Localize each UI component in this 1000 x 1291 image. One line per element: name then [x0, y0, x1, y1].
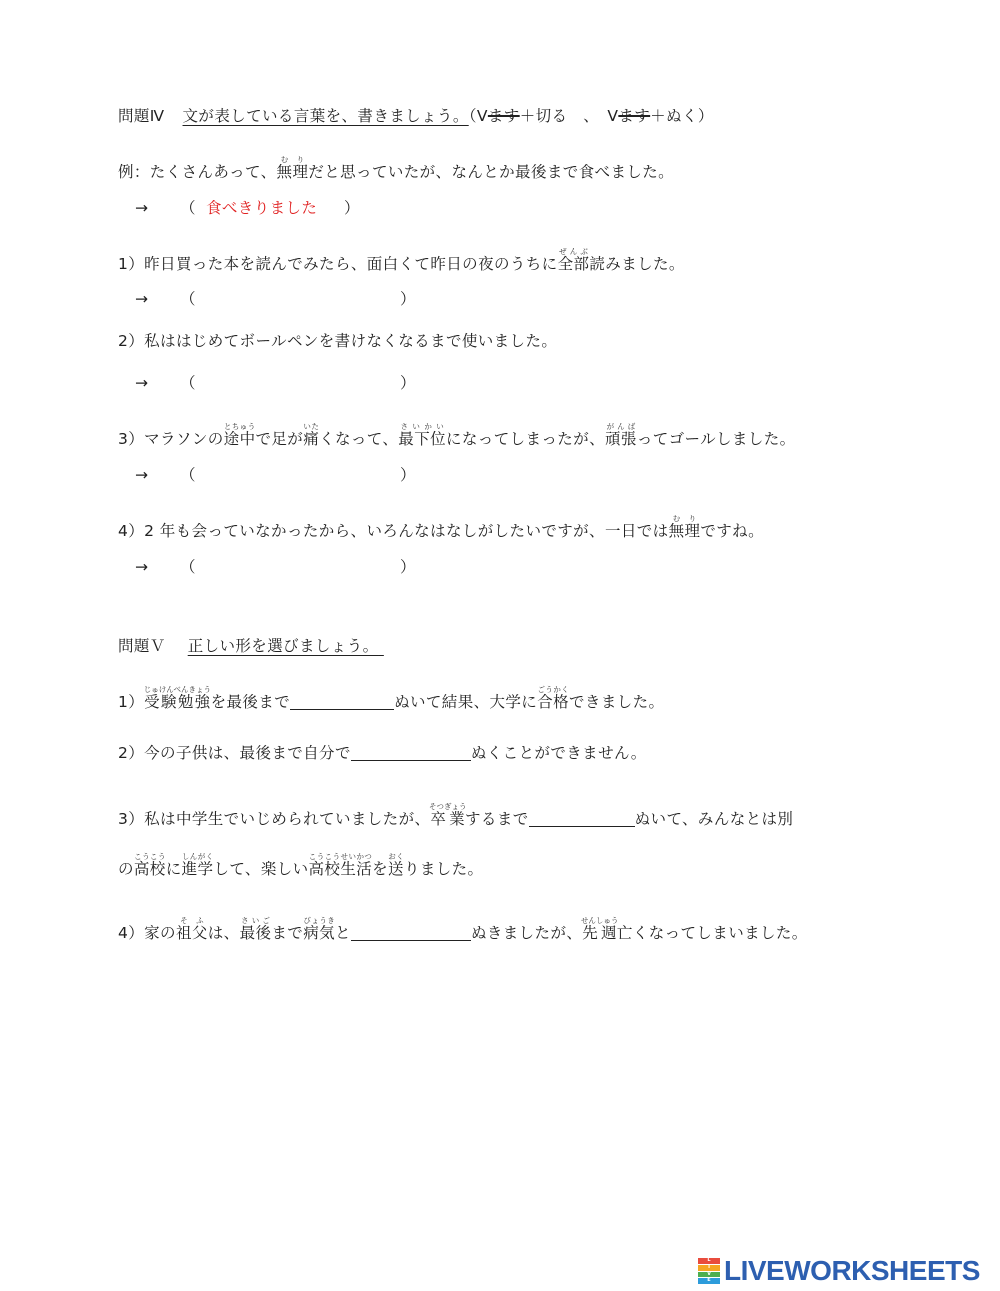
ruby-word: 祖父そふ: [175, 916, 208, 942]
s5-question-4: 4）家の祖父そふは、最後さいごまで病気びょうきと ぬきましたが、先週せんしゅう亡くなってしまいました。: [118, 916, 808, 942]
paren-close: ）: [400, 290, 416, 308]
ruby-word: 無理むり: [276, 155, 309, 181]
ruby-word: 頑張がんば: [605, 422, 637, 448]
paren-close: ）: [400, 558, 416, 576]
ruby-word: 全部ぜんぶ: [557, 247, 590, 273]
paren-close: ）: [344, 199, 360, 217]
blank-input[interactable]: [529, 811, 635, 827]
arrow-icon: →: [135, 290, 148, 308]
ruby-word: 先週せんしゅう: [580, 916, 619, 942]
s4-question-3: 3）マラソンの途中とちゅうで足が痛いたくなって、最下位さいかいになってしまったが、頑張がんばってゴールしました。: [118, 422, 796, 448]
paren-open: （: [180, 466, 196, 484]
ruby-word: 合格ごうかく: [537, 685, 570, 711]
example-sentence: 例：たくさんあって、無理むりだと思っていたが、なんとか最後まで食べました。: [118, 155, 675, 181]
blank-input[interactable]: [290, 694, 394, 710]
ruby-word: 卒業そつぎょう: [428, 802, 467, 828]
arrow-icon: →: [135, 558, 148, 576]
paren-open: （: [180, 290, 196, 308]
ruby-word: 高校こうこう: [133, 852, 166, 878]
answer-input-4[interactable]: [196, 556, 396, 578]
pattern-mid: ＋切る 、 V: [519, 107, 619, 125]
section5-number: 問題Ｖ: [118, 637, 166, 655]
s5-question-3-line1: 3）私は中学生でいじめられていましたが、卒業そつぎょうするまで ぬいて、みんなとは別: [118, 802, 794, 828]
pattern-strike-1: ます: [487, 107, 520, 125]
example-answer: 食べきりました: [206, 199, 318, 217]
arrow-icon: →: [135, 374, 148, 392]
answer-input-1[interactable]: [196, 288, 396, 310]
ruby-word: 病気びょうき: [303, 916, 336, 942]
paren-open: （: [180, 199, 196, 217]
s4-question-1: 1）昨日買った本を読んでみたら、面白くて昨日の夜のうちに全部ぜんぶ読みました。: [118, 247, 685, 273]
arrow-icon: →: [135, 466, 148, 484]
section5-header: [118, 636, 393, 656]
s5-question-2: 2）今の子供は、最後まで自分で ぬくことができません。: [118, 744, 647, 762]
blank-input[interactable]: [351, 745, 471, 761]
pattern-end: ＋ぬく）: [650, 107, 714, 125]
s4-question-4: 4）2 年も会っていなかったから、いろんなはなしがしたいですが、一日では無理むりですね。: [118, 514, 764, 540]
ruby-word: 途中とちゅう: [223, 422, 256, 448]
paren-open: （: [180, 374, 196, 392]
s4-question-2: 2）私ははじめてボールペンを書けなくなるまで使いました。: [118, 332, 558, 350]
pattern-strike-2: ます: [618, 107, 651, 125]
paren-close: ）: [400, 374, 416, 392]
answer-input-2[interactable]: [196, 372, 396, 394]
arrow-icon: →: [135, 199, 148, 217]
paren-open: （: [180, 558, 196, 576]
s5-question-3-line2: の高校こうこうに進学しんがくして、楽しい高校生活こうこうせいかつを送おくりました。: [118, 852, 484, 878]
ruby-word: 受験勉強じゅけんべんきょう: [143, 685, 212, 711]
ruby-word: 最下位さいかい: [398, 422, 446, 448]
ruby-word: 進学しんがく: [181, 852, 214, 878]
paren-close: ）: [400, 466, 416, 484]
blank-input[interactable]: [351, 925, 471, 941]
ruby-word: 痛いた: [303, 422, 320, 448]
ruby-word: 無理むり: [668, 514, 701, 540]
section4-number: 問題Ⅳ: [118, 107, 165, 125]
liveworksheets-logo[interactable]: [698, 1256, 994, 1286]
s5-question-1: 1）受験勉強じゅけんべんきょうを最後まで ぬいて結果、大学に合格ごうかくできました。: [118, 685, 665, 711]
logo-text: LIVEWORKSHEETS: [724, 1255, 980, 1286]
ruby-word: 送おく: [388, 852, 404, 878]
pattern-open: （V: [468, 107, 488, 125]
section4-instruction: 文が表している言葉を、書きましょう。: [182, 107, 469, 125]
logo-mark-icon: L I V E: [698, 1258, 720, 1284]
ruby-word: 高校生活こうこうせいかつ: [308, 852, 373, 878]
section4-header: [118, 106, 714, 126]
section5-instruction: 正しい形を選びましょう。: [187, 637, 379, 655]
answer-input-3[interactable]: [196, 464, 396, 486]
ruby-word: 最後さいご: [239, 916, 272, 942]
